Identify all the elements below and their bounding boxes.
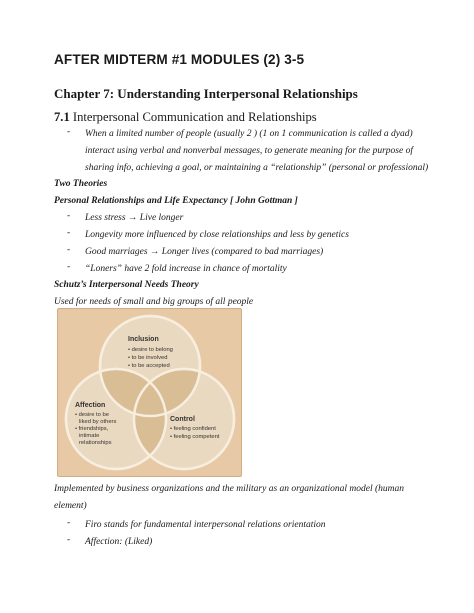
inclusion-item-2: • to be involved — [128, 355, 168, 361]
schutz-heading: Schutz’s Interpersonal Needs Theory — [54, 280, 199, 290]
dash-bullet: - — [67, 535, 71, 545]
section-number: 7.1 — [54, 110, 70, 124]
definition-line-2: interact using verbal and nonverbal messages, to generate meaning for the purpose of — [85, 146, 413, 156]
control-item-2: • feeling competent — [170, 434, 220, 440]
gottman-bullet-2: Longevity more influenced by close relationships and less by genetics — [85, 230, 349, 240]
gottman-heading: Personal Relationships and Life Expectancy [ John Gottman ] — [54, 196, 298, 206]
implemented-line-1: Implemented by business organizations and the military as an organizational model (human — [54, 484, 404, 494]
two-theories-heading: Two Theories — [54, 179, 108, 189]
affection-item-5: relationships — [79, 440, 112, 446]
section-title-text: Interpersonal Communication and Relationships — [72, 110, 317, 124]
dash-bullet: - — [67, 262, 71, 272]
inclusion-item-3: • to be accepted — [128, 363, 170, 369]
gottman-bullet-4: “Loners” have 2 fold increase in chance of mortality — [85, 264, 287, 274]
section-title — [54, 110, 317, 125]
inclusion-title: Inclusion — [128, 336, 159, 343]
chapter-title: Chapter 7: Understanding Interpersonal Relationships — [54, 86, 358, 101]
control-title: Control — [170, 416, 195, 423]
dash-bullet: - — [67, 127, 71, 137]
affection-liked-bullet: Affection: (Liked) — [85, 537, 153, 547]
definition-line-3: sharing info, achieving a goal, or maintaining a “relationship” (personal or professional) — [85, 163, 429, 173]
affection-item-3: • friendships, — [75, 426, 109, 432]
definition-line-1: When a limited number of people (usually 2 ) (1 on 1 communication is called a dyad) — [85, 129, 413, 139]
dash-bullet: - — [67, 228, 71, 238]
dash-bullet: - — [67, 518, 71, 528]
dash-bullet: - — [67, 211, 71, 221]
gottman-bullet-3: Good marriages → Longer lives (compared to bad marriages) — [85, 247, 324, 257]
affection-item-1: • desire to be — [75, 412, 109, 418]
inclusion-item-1: • desire to belong — [128, 347, 173, 353]
venn-diagram — [57, 308, 242, 477]
gottman-bullet-1: Less stress → Live longer — [85, 213, 184, 223]
affection-item-4: intimate — [79, 433, 100, 439]
dash-bullet: - — [67, 245, 71, 255]
firo-bullet: Firo stands for fundamental interpersonal relations orientation — [85, 520, 326, 530]
document-heading: AFTER MIDTERM #1 MODULES (2) 3-5 — [54, 52, 305, 67]
control-item-1: • feeling confident — [170, 426, 216, 432]
affection-title: Affection — [75, 402, 106, 409]
schutz-subtitle: Used for needs of small and big groups of all people — [54, 297, 254, 307]
affection-item-2: liked by others — [79, 419, 117, 425]
implemented-line-2: element) — [54, 501, 87, 511]
